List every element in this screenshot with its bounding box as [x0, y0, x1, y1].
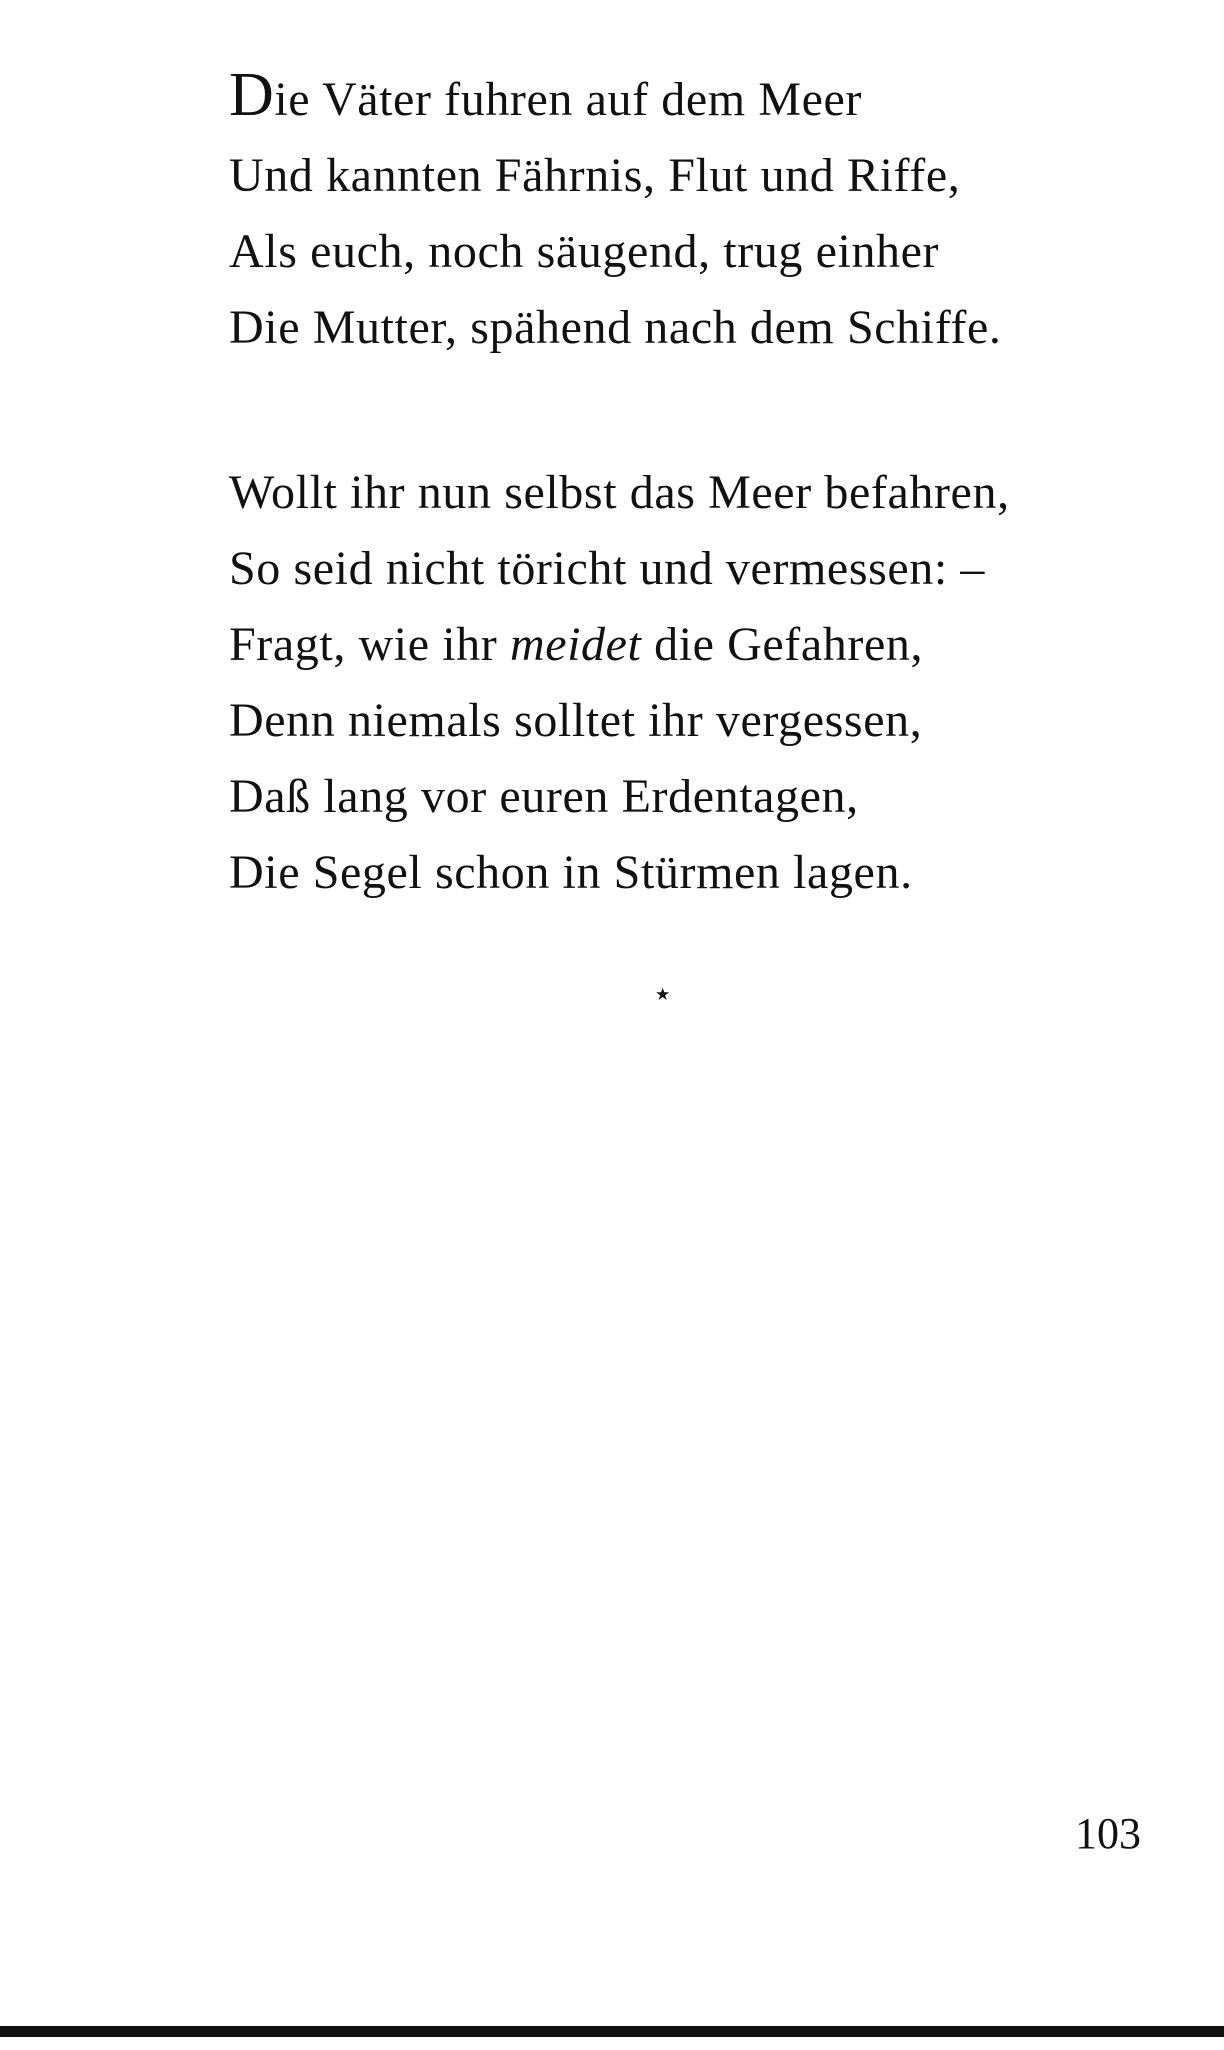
bottom-edge-rule — [0, 2026, 1224, 2037]
page-number: 103 — [1075, 1809, 1141, 1858]
poem-line: Und kannten Fährnis, Flut und Riffe, — [229, 149, 961, 202]
poem-line: Die Mutter, spähend nach dem Schiffe. — [229, 301, 1002, 354]
poem-line: So seid nicht töricht und vermessen: – — [229, 542, 986, 595]
emphasized-word: meidet — [509, 618, 642, 671]
poem-stanza-2 — [229, 455, 1010, 911]
poem-line: Daß lang vor euren Erdentagen, — [229, 770, 859, 823]
poem-line: Als euch, noch säugend, trug einher — [229, 225, 940, 278]
star-ornament-icon: ⋆ — [652, 976, 674, 1013]
poem-line-text: ie Väter fuhren auf dem Meer — [274, 73, 863, 126]
poem-line-text: Fragt, wie ihr — [229, 618, 510, 671]
poem-line-text: die Gefahren, — [641, 618, 924, 671]
poem-line: Die Segel schon in Stürmen lagen. — [229, 846, 913, 899]
poem-line — [229, 607, 1010, 683]
poem-line — [229, 62, 1002, 138]
poem-line: Denn niemals solltet ihr vergessen, — [229, 694, 923, 747]
poem-stanza-1 — [229, 62, 1002, 366]
poem-line: Wollt ihr nun selbst das Meer befahren, — [229, 466, 1010, 519]
drop-cap: D — [229, 61, 275, 129]
